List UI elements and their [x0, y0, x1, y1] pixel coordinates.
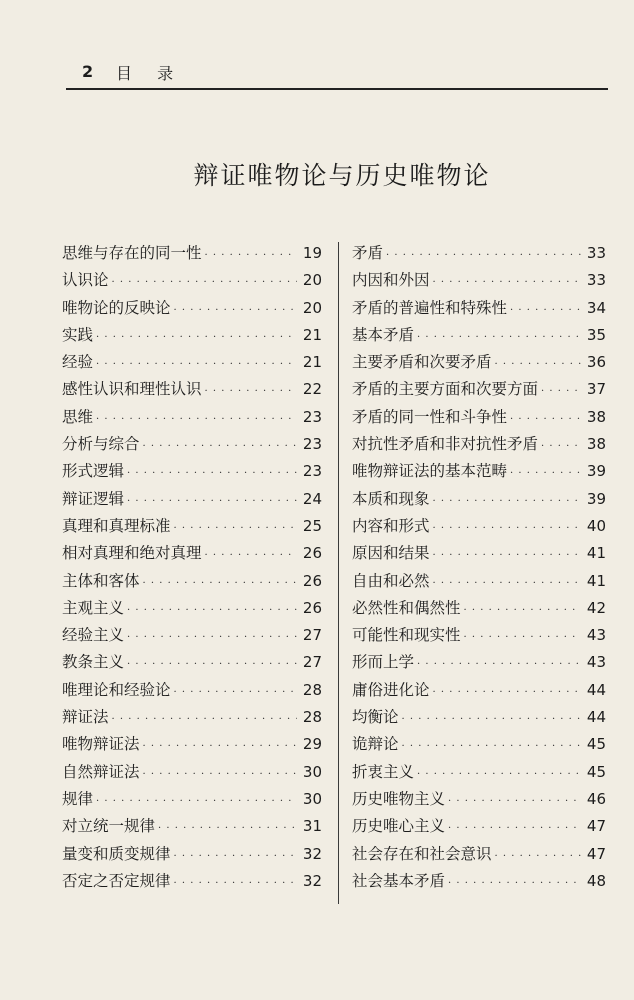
- toc-entry-title: 唯物辩证法的基本范畴: [352, 462, 508, 481]
- toc-entry: [62, 486, 322, 513]
- dot-leader: [433, 570, 581, 597]
- toc-entry-title: 主观主义: [62, 598, 125, 617]
- toc-entry-page: 28: [302, 708, 322, 727]
- toc-entry-page: 28: [302, 680, 322, 699]
- toc-entry-title: 自由和必然: [352, 571, 430, 590]
- dot-leader: [448, 870, 581, 897]
- toc-entry-title: 原因和结果: [352, 544, 430, 563]
- dot-leader: [205, 542, 297, 569]
- dot-leader: [495, 351, 581, 378]
- dot-leader: [417, 324, 581, 351]
- dot-leader: [433, 488, 581, 515]
- dot-leader: [510, 460, 581, 487]
- dot-leader: [143, 433, 297, 460]
- dot-leader: [541, 378, 581, 405]
- toc-entry-page: 45: [586, 762, 606, 781]
- dot-leader: [448, 815, 581, 842]
- toc-entry-page: 20: [302, 298, 322, 317]
- dot-leader: [433, 679, 581, 706]
- toc-entry: [62, 376, 322, 403]
- toc-entry: [352, 349, 606, 376]
- column-divider: [338, 242, 339, 904]
- toc-entry-page: 25: [302, 516, 322, 535]
- toc-entry-title: 社会基本矛盾: [352, 871, 446, 890]
- toc-entry-title: 矛盾的普遍性和特殊性: [352, 298, 508, 317]
- toc-entry-page: 39: [586, 489, 606, 508]
- toc-entry: [62, 240, 322, 267]
- dot-leader: [127, 651, 297, 678]
- toc-entry-title: 主要矛盾和次要矛盾: [352, 353, 492, 372]
- toc-entry-title: 社会存在和社会意识: [352, 844, 492, 863]
- toc-entry-title: 矛盾: [352, 244, 384, 262]
- toc-entry: [352, 704, 606, 731]
- dot-leader: [464, 597, 581, 624]
- toc-entry-page: 36: [586, 353, 606, 372]
- dot-leader: [402, 706, 581, 733]
- toc-entry-page: 30: [302, 789, 322, 808]
- dot-leader: [417, 651, 581, 678]
- toc-entry-page: 48: [586, 871, 606, 890]
- toc-entry-title: 内容和形式: [352, 516, 430, 535]
- dot-leader: [174, 679, 297, 706]
- toc-entry: [352, 786, 606, 813]
- toc-entry-page: 43: [586, 653, 606, 672]
- toc-entry: [352, 731, 606, 758]
- toc-entry-title: 认识论: [62, 271, 109, 290]
- toc-entry-page: 44: [586, 708, 606, 727]
- dot-leader: [127, 488, 297, 515]
- toc-entry: [352, 322, 606, 349]
- toc-entry: [352, 404, 606, 431]
- toc-entry-title: 自然辩证法: [62, 762, 140, 781]
- dot-leader: [174, 515, 297, 542]
- toc-entry-title: 感性认识和理性认识: [62, 380, 202, 399]
- toc-entry-page: 43: [586, 626, 606, 645]
- toc-entry: [62, 677, 322, 704]
- toc-entry-page: 27: [302, 653, 322, 672]
- toc-entry: [62, 322, 322, 349]
- toc-entry-title: 思维与存在的同一性: [62, 244, 202, 262]
- toc-entry: [62, 595, 322, 622]
- toc-entry: [62, 267, 322, 294]
- dot-leader: [127, 460, 297, 487]
- toc-entry-title: 基本矛盾: [352, 325, 415, 344]
- toc-entry-title: 思维: [62, 407, 94, 426]
- dot-leader: [495, 843, 581, 870]
- toc-entry-title: 唯物辩证法: [62, 735, 140, 754]
- toc-entry-title: 形而上学: [352, 653, 415, 672]
- dot-leader: [96, 788, 297, 815]
- toc-entry-title: 经验: [62, 353, 94, 372]
- toc-entry: [352, 759, 606, 786]
- toc-entry-title: 经验主义: [62, 626, 125, 645]
- toc-entry-title: 辩证法: [62, 708, 109, 727]
- toc-entry-page: 26: [302, 598, 322, 617]
- section-title: 辩证唯物论与历史唯物论: [193, 161, 491, 190]
- toc-entry: [352, 458, 606, 485]
- toc-entry: [352, 513, 606, 540]
- dot-leader: [174, 297, 297, 324]
- toc-entry-page: 42: [586, 598, 606, 617]
- dot-leader: [433, 542, 581, 569]
- dot-leader: [205, 242, 297, 269]
- dot-leader: [96, 324, 297, 351]
- page-number: 2: [82, 62, 94, 81]
- toc-entry-page: 44: [586, 680, 606, 699]
- dot-leader: [205, 378, 297, 405]
- toc-entry: [62, 404, 322, 431]
- toc-entry: [352, 267, 606, 294]
- dot-leader: [174, 843, 297, 870]
- toc-entry-page: 35: [586, 325, 606, 344]
- toc-entry: [62, 649, 322, 676]
- toc-entry: [62, 704, 322, 731]
- toc-entry: [352, 431, 606, 458]
- toc-entry: [62, 295, 322, 322]
- toc-entry-title: 量变和质变规律: [62, 844, 171, 863]
- page-header: [66, 58, 608, 90]
- toc-entry-page: 39: [586, 462, 606, 481]
- toc-entry-title: 形式逻辑: [62, 462, 125, 481]
- toc-entry: [62, 540, 322, 567]
- toc-entry-title: 历史唯心主义: [352, 817, 446, 836]
- toc-entry-page: 24: [302, 489, 322, 508]
- toc-entry: [352, 595, 606, 622]
- toc-entry: [352, 649, 606, 676]
- toc-entry-page: 34: [586, 298, 606, 317]
- toc-right-column: [352, 240, 606, 895]
- toc-entry-title: 分析与综合: [62, 435, 140, 454]
- toc-entry-title: 对立统一规律: [62, 817, 156, 836]
- toc-entry: [352, 813, 606, 840]
- toc-entry-title: 相对真理和绝对真理: [62, 544, 202, 563]
- toc-entry: [352, 295, 606, 322]
- toc-entry-title: 矛盾的主要方面和次要方面: [352, 380, 539, 399]
- toc-entry: [62, 841, 322, 868]
- dot-leader: [174, 870, 297, 897]
- toc-entry-title: 辩证逻辑: [62, 489, 125, 508]
- toc-entry-page: 32: [302, 844, 322, 863]
- dot-leader: [464, 624, 581, 651]
- dot-leader: [402, 733, 581, 760]
- toc-entry: [352, 622, 606, 649]
- toc-left-column: [62, 240, 322, 895]
- toc-entry-title: 折衷主义: [352, 762, 415, 781]
- toc-entry-title: 历史唯物主义: [352, 789, 446, 808]
- toc-entry: [62, 568, 322, 595]
- toc-entry-title: 矛盾的同一性和斗争性: [352, 407, 508, 426]
- toc-entry-page: 47: [586, 844, 606, 863]
- dot-leader: [417, 761, 581, 788]
- toc-entry: [62, 786, 322, 813]
- toc-entry: [62, 349, 322, 376]
- dot-leader: [112, 706, 297, 733]
- toc-entry-page: 19: [302, 244, 322, 262]
- toc-entry-title: 庸俗进化论: [352, 680, 430, 699]
- dot-leader: [433, 269, 581, 296]
- toc-entry-title: 唯物论的反映论: [62, 298, 171, 317]
- dot-leader: [96, 406, 297, 433]
- dot-leader: [158, 815, 297, 842]
- toc-entry-page: 33: [586, 271, 606, 290]
- dot-leader: [112, 269, 297, 296]
- toc-entry-page: 47: [586, 817, 606, 836]
- toc-entry: [62, 868, 322, 895]
- toc-entry-page: 23: [302, 462, 322, 481]
- toc-entry-page: 38: [586, 435, 606, 454]
- toc-entry-page: 37: [586, 380, 606, 399]
- toc-entry-title: 否定之否定规律: [62, 871, 171, 890]
- toc-entry-page: 38: [586, 407, 606, 426]
- toc-entry: [62, 731, 322, 758]
- toc-entry-title: 教条主义: [62, 653, 125, 672]
- toc-entry-title: 对抗性矛盾和非对抗性矛盾: [352, 435, 539, 454]
- toc-entry: [62, 813, 322, 840]
- running-head: 目 录: [116, 64, 184, 83]
- toc-entry-page: 46: [586, 789, 606, 808]
- toc-entry-title: 均衡论: [352, 708, 399, 727]
- toc-entry-page: 22: [302, 380, 322, 399]
- dot-leader: [510, 406, 581, 433]
- toc-entry: [352, 376, 606, 403]
- toc-entry-page: 33: [586, 244, 606, 262]
- dot-leader: [143, 733, 297, 760]
- toc-entry: [352, 540, 606, 567]
- dot-leader: [127, 624, 297, 651]
- toc-entry: [352, 868, 606, 895]
- toc-entry-title: 规律: [62, 789, 94, 808]
- dot-leader: [143, 570, 297, 597]
- dot-leader: [127, 597, 297, 624]
- toc-entry-page: 21: [302, 325, 322, 344]
- dot-leader: [541, 433, 581, 460]
- dot-leader: [448, 788, 581, 815]
- toc-entry-page: 29: [302, 735, 322, 754]
- dot-leader: [433, 515, 581, 542]
- toc-entry-page: 30: [302, 762, 322, 781]
- dot-leader: [96, 351, 297, 378]
- toc-entry-title: 实践: [62, 325, 94, 344]
- toc-entry-page: 31: [302, 817, 322, 836]
- toc-entry: [62, 458, 322, 485]
- toc-entry-page: 27: [302, 626, 322, 645]
- dot-leader: [386, 242, 581, 269]
- toc-entry-page: 45: [586, 735, 606, 754]
- toc-entry-title: 本质和现象: [352, 489, 430, 508]
- toc-entry: [352, 568, 606, 595]
- toc-entry-page: 20: [302, 271, 322, 290]
- toc-entry-page: 40: [586, 516, 606, 535]
- toc-entry-page: 21: [302, 353, 322, 372]
- toc-entry-title: 唯理论和经验论: [62, 680, 171, 699]
- toc-entry-page: 32: [302, 871, 322, 890]
- toc-entry-title: 可能性和现实性: [352, 626, 461, 645]
- toc-entry-page: 41: [586, 544, 606, 563]
- toc-entry-title: 内因和外因: [352, 271, 430, 290]
- toc-entry: [62, 513, 322, 540]
- dot-leader: [510, 297, 581, 324]
- toc-entry-page: 26: [302, 571, 322, 590]
- toc-entry: [62, 622, 322, 649]
- toc-entry: [352, 841, 606, 868]
- toc-entry: [352, 486, 606, 513]
- toc-entry-page: 23: [302, 407, 322, 426]
- dot-leader: [143, 761, 297, 788]
- toc-entry-title: 必然性和偶然性: [352, 598, 461, 617]
- toc-entry-page: 23: [302, 435, 322, 454]
- toc-entry-page: 41: [586, 571, 606, 590]
- toc-entry-page: 26: [302, 544, 322, 563]
- toc-entry: [352, 677, 606, 704]
- toc-entry-title: 诡辩论: [352, 735, 399, 754]
- toc-entry: [62, 431, 322, 458]
- toc-entry-title: 主体和客体: [62, 571, 140, 590]
- toc-entry: [62, 759, 322, 786]
- toc-entry-title: 真理和真理标准: [62, 516, 171, 535]
- toc-entry: [352, 240, 606, 267]
